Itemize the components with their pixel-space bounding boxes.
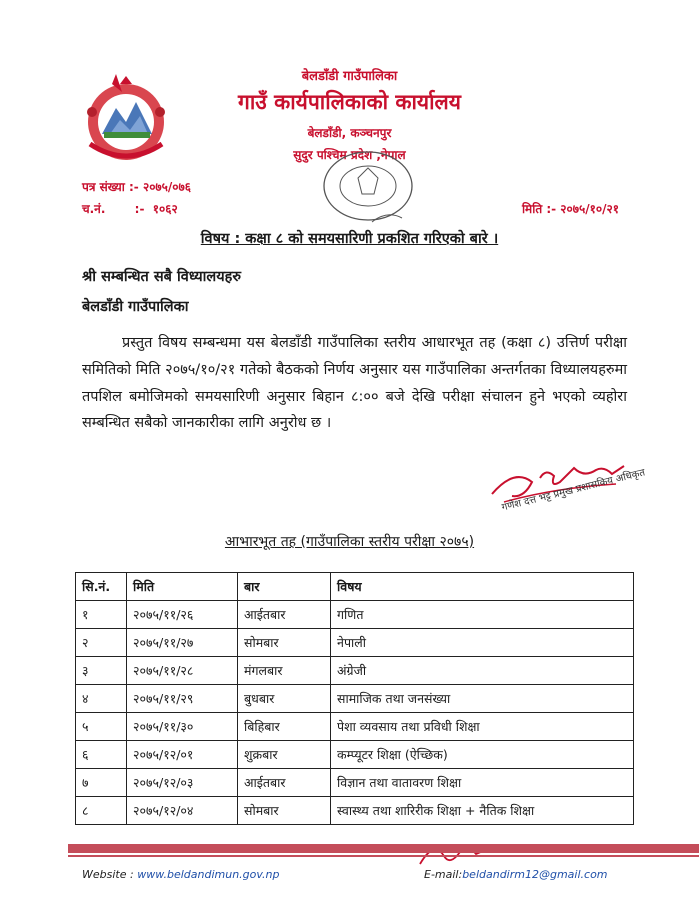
reference-number: पत्र संख्या :- २०७५/०७६ [82, 180, 192, 194]
website-link[interactable]: www.beldandimun.gov.np [137, 868, 280, 881]
addressee-line-2: बेलडाँडी गाउँपालिका [82, 299, 189, 315]
cell-subject: अंग्रेजी [331, 657, 634, 685]
table-header-row [76, 573, 634, 601]
email-link[interactable]: beldandirm12@gmail.com [462, 868, 608, 881]
cell-day: सोमबार [238, 797, 331, 825]
table-row [76, 741, 634, 769]
cell-date: २०७५/११/२८ [127, 657, 238, 685]
cell-day: शुक्रबार [238, 741, 331, 769]
cell-serial: ८ [76, 797, 127, 825]
cell-serial: २ [76, 629, 127, 657]
subject-text: विषय : कक्षा ८ को समयसारिणी प्रकशित गरिएको बारे । [200, 231, 499, 247]
cell-day: सोमबार [238, 629, 331, 657]
cell-day: आईतबार [238, 601, 331, 629]
footer-email [424, 868, 608, 881]
signatory-name: गणेश दत्त भट्ट प्रमुख प्रशासकिय अधिकृत [500, 467, 647, 514]
cell-serial: ३ [76, 657, 127, 685]
letter-body [82, 330, 627, 437]
cell-subject: नेपाली [331, 629, 634, 657]
table-row [76, 685, 634, 713]
table-row [76, 657, 634, 685]
cell-serial: ६ [76, 741, 127, 769]
cell-day: मंगलबार [238, 657, 331, 685]
footer-rule [68, 844, 699, 853]
website-label: Website : [82, 868, 138, 881]
cell-subject: गणित [331, 601, 634, 629]
cell-subject: सामाजिक तथा जनसंख्या [331, 685, 634, 713]
cell-date: २०७५/११/३० [127, 713, 238, 741]
table-title [0, 532, 699, 551]
table-row [76, 601, 634, 629]
footer-rule-thin [68, 855, 699, 857]
cell-date: २०७५/११/२६ [127, 601, 238, 629]
header-serial: सि.नं. [76, 573, 127, 601]
cell-day: बिहिबार [238, 713, 331, 741]
header-day: बार [238, 573, 331, 601]
office-seal-icon [312, 150, 424, 230]
cell-date: २०७५/११/२९ [127, 685, 238, 713]
org-name: बेलडाँडी गाउँपालिका [301, 69, 398, 84]
header-date: मिति [127, 573, 238, 601]
table-row [76, 797, 634, 825]
header-subject: विषय [331, 573, 634, 601]
table-row [76, 769, 634, 797]
cell-subject: विज्ञान तथा वातावरण शिक्षा [331, 769, 634, 797]
cell-day: बुधबार [238, 685, 331, 713]
body-text: प्रस्तुत विषय सम्बन्धमा यस बेलडाँडी गाउँपालिका स्तरीय आधारभूत तह (कक्षा ८) उत्तिर्ण परीक्षा समितिको मिति २०७५/१०/२१ गतेको बैठकको निर्णय अनुसार यस गाउँपालिका अन्तर्गतका विध्यालयहरुमा तपशिल बमोजिमको समयसारिणी अनुसार बिहान ८:०० बजे देखि परीक्षा संचालन हुने भएको व्यहोरा सम्बन्धित सबैको जानकारीका लागि अनुरोध छ । [82, 335, 627, 432]
cell-date: २०७५/१२/०४ [127, 797, 238, 825]
cell-date: २०७५/११/२७ [127, 629, 238, 657]
cell-subject: पेशा व्यवसाय तथा प्रविधी शिक्षा [331, 713, 634, 741]
cell-day: आईतबार [238, 769, 331, 797]
office-name: गाउँ कार्यपालिकाको कार्यालय [238, 90, 461, 114]
cell-date: २०७५/१२/०३ [127, 769, 238, 797]
address-line-2: सुदुर पश्चिम प्रदेश ,नेपाल [293, 148, 406, 162]
cell-serial: ५ [76, 713, 127, 741]
email-label: E-mail: [424, 868, 463, 881]
table-row [76, 629, 634, 657]
addressee-line-1: श्री सम्बन्धित सबै विध्यालयहरु [82, 269, 242, 285]
cell-subject: कम्प्यूटर शिक्षा (ऐच्छिक) [331, 741, 634, 769]
cell-serial: ४ [76, 685, 127, 713]
cell-subject: स्वास्थ्य तथा शारिरीक शिक्षा + नैतिक शिक्षा [331, 797, 634, 825]
table-title-text: आभारभूत तह (गाउँपालिका स्तरीय परीक्षा २०७५) [224, 534, 475, 550]
letter-subject [0, 228, 699, 248]
letter-date: मिति :- २०७५/१०/२१ [521, 202, 619, 216]
cell-serial: १ [76, 601, 127, 629]
table-row [76, 713, 634, 741]
address-line-1: बेलडाँडी, कञ्चनपुर [307, 126, 392, 140]
footer-website [82, 868, 279, 881]
cell-date: २०७५/१२/०१ [127, 741, 238, 769]
dispatch-number: च.नं. :- १०६२ [82, 202, 178, 216]
exam-schedule-table [75, 572, 634, 825]
cell-serial: ७ [76, 769, 127, 797]
